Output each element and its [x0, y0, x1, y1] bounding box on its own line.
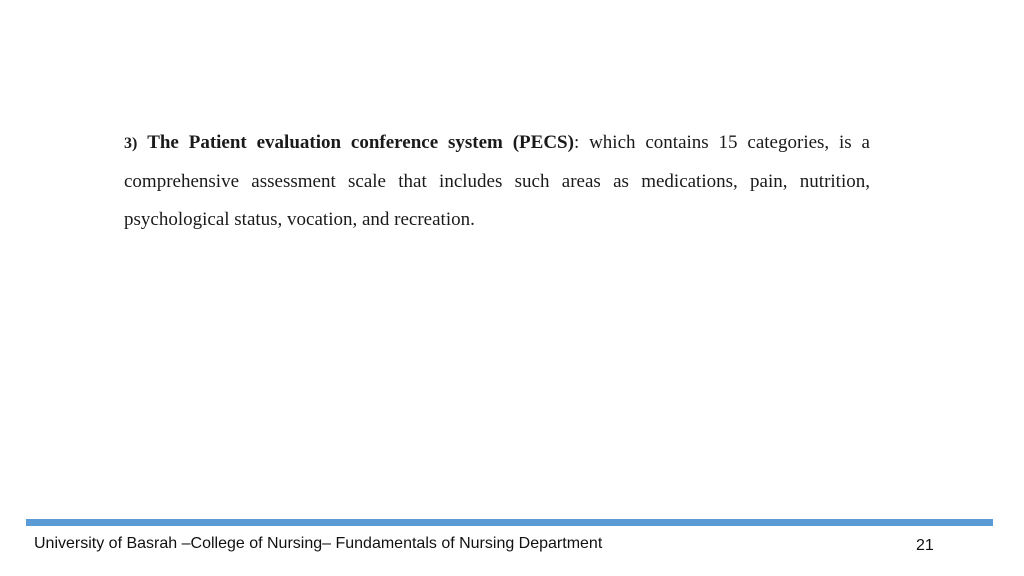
slide-content	[124, 124, 870, 239]
footer-institution-text: University of Basrah –College of Nursing– Fundamentals of Nursing Department	[34, 535, 603, 552]
footer-divider-bar	[26, 519, 993, 526]
page-number: 21	[916, 537, 934, 554]
item-number: 3)	[124, 135, 138, 152]
pecs-description: : which contains 15 categories, is a comprehensive assessment scale that includes such areas as medications, pain, nutrition, psychological status, vocation, and recreation.	[124, 132, 870, 230]
pecs-heading: The Patient evaluation conference system (PECS)	[147, 132, 574, 153]
